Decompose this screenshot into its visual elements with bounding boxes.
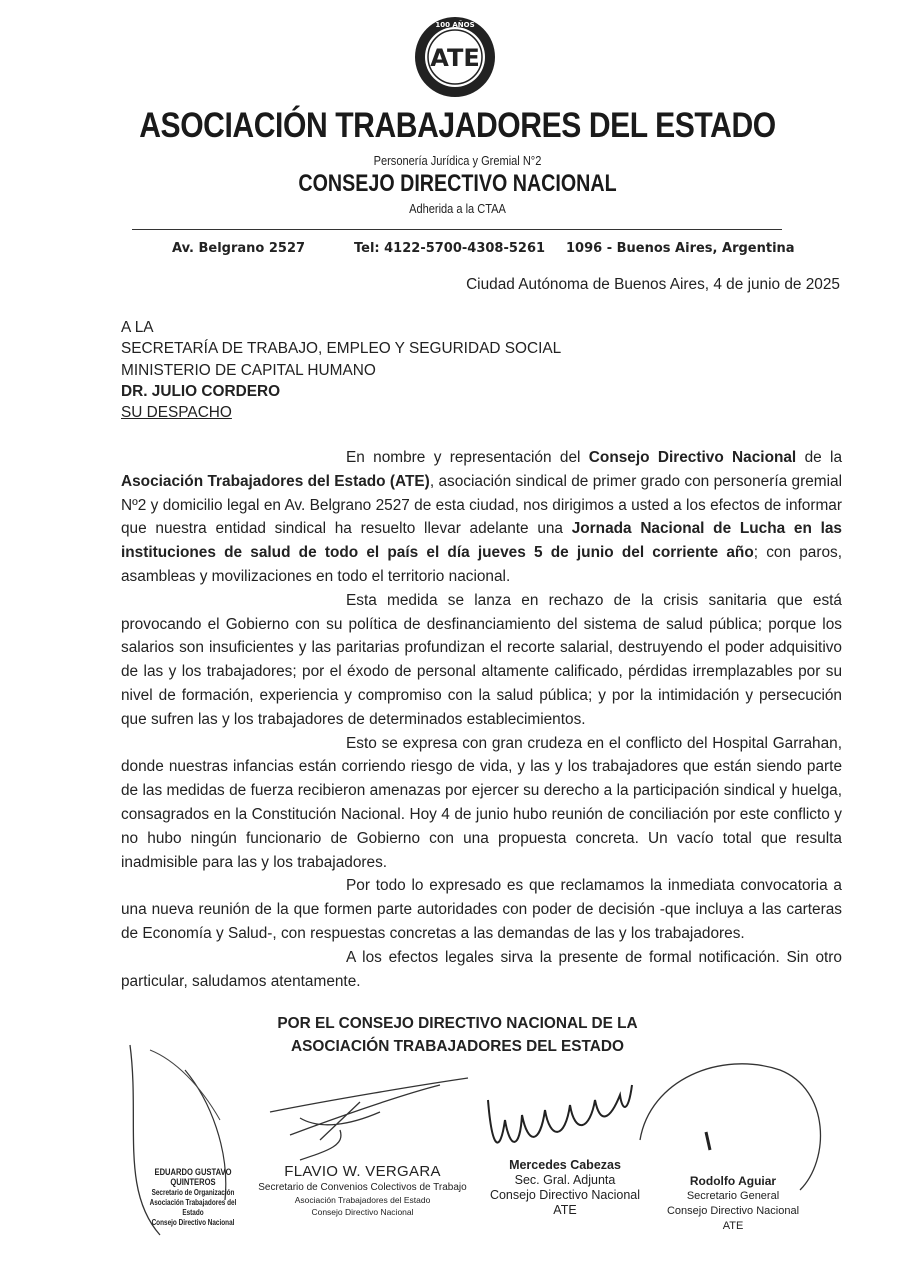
- paragraph: Por todo lo expresado es que reclamamos la inmediata convocatoria a una nueva reunión de la que formen parte autoridades con poder de decisión -que incluya a las carteras de Economía y Salud-, con respuestas concretas a las demandas de las y los trabajadores.: [121, 877, 842, 942]
- signature-cabezas: [480, 1158, 650, 1218]
- closing-line: POR EL CONSEJO DIRECTIVO NACIONAL DE LA: [277, 1015, 638, 1032]
- signer-role: Secretario General: [686, 1190, 780, 1202]
- closing-line: ASOCIACIÓN TRABAJADORES DEL ESTADO: [291, 1038, 624, 1055]
- closing-block: [0, 1012, 915, 1058]
- council-name: CONSEJO DIRECTIVO NACIONAL: [298, 170, 617, 197]
- date-line: Ciudad Autónoma de Buenos Aires, 4 de junio de 2025: [466, 276, 840, 293]
- recipient-name: DR. JULIO CORDERO: [121, 382, 281, 400]
- signer-body: Consejo Directivo Nacional: [151, 1218, 235, 1227]
- recipient-line: MINISTERIO DE CAPITAL HUMANO: [121, 361, 376, 379]
- signature-vergara: [250, 1163, 475, 1217]
- recipient-line: A LA: [121, 319, 154, 336]
- signer-body: Consejo Directivo Nacional: [311, 1207, 414, 1217]
- paragraph: En nombre y representación del Consejo Directivo Nacional de la Asociación Trabajadores del Estado (ATE), asociación sindical de primer grado con personería gremial Nº2 y domicilio legal en Av. Belgrano 2527 de esta ciudad, nos dirigimos a usted a los efectos de informar que nuestra entidad sindical ha resuelto llevar adelante una Jornada Nacional de Lucha en las instituciones de salud de todo el país el día jueves 5 de junio del corriente año; con paros, asambleas y movilizaciones en todo el territorio nacional.: [121, 449, 843, 585]
- recipient-line: SU DESPACHO: [121, 404, 232, 422]
- contact-address: Av. Belgrano 2527: [172, 241, 306, 256]
- recipient-line: SECRETARÍA DE TRABAJO, EMPLEO Y SEGURIDAD SOCIAL: [121, 340, 562, 358]
- svg-text:ATE: ATE: [430, 44, 480, 72]
- letter-body: [121, 446, 842, 993]
- signer-name: FLAVIO W. VERGARA: [284, 1163, 441, 1180]
- affiliation: Adherida a la CTAA: [409, 201, 506, 216]
- signer-role: Secretario de Organización: [151, 1188, 235, 1197]
- ate-logo: [414, 16, 496, 98]
- signer-org: Asociación Trabajadores del Estado: [149, 1198, 237, 1217]
- svg-text:100 AÑOS: 100 AÑOS: [435, 21, 475, 29]
- signer-org: ATE: [553, 1203, 577, 1217]
- signature-quinteros: [128, 1168, 258, 1228]
- signer-org: ATE: [722, 1220, 744, 1232]
- letterhead-divider: [132, 229, 782, 230]
- signer-name: Mercedes Cabezas: [509, 1158, 621, 1172]
- signer-name: EDUARDO GUSTAVO QUINTEROS: [154, 1167, 232, 1188]
- signer-body: Consejo Directivo Nacional: [666, 1205, 800, 1217]
- signer-role: Sec. Gral. Adjunta: [514, 1173, 616, 1187]
- legal-status: Personería Jurídica y Gremial N°2: [373, 153, 542, 168]
- recipient-block: [121, 317, 561, 423]
- contact-phone: Tel: 4122-5700-4308-5261: [354, 241, 546, 256]
- signer-body: Consejo Directivo Nacional: [489, 1188, 641, 1202]
- contact-city: 1096 - Buenos Aires, Argentina: [566, 241, 795, 256]
- signer-role: Secretario de Convenios Colectivos de Trabajo: [258, 1182, 467, 1193]
- paragraph: A los efectos legales sirva la presente de formal notificación. Sin otro particular, saludamos atentamente.: [121, 948, 842, 990]
- org-name: ASOCIACIÓN TRABAJADORES DEL ESTADO: [139, 106, 776, 145]
- signer-org: Asociación Trabajadores del Estado: [294, 1195, 431, 1205]
- signer-name: Rodolfo Aguiar: [689, 1174, 777, 1188]
- signature-aguiar: [658, 1174, 808, 1234]
- paragraph: Esta medida se lanza en rechazo de la crisis sanitaria que está provocando el Gobierno con su política de desfinanciamiento del sistema de salud pública; porque los salarios son insuficientes y las paritarias profundizan el recorte salarial, destruyendo el poder adquisitivo de las y los trabajadores; por el éxodo de personal altamente calificado, pérdidas irremplazables por su nivel de formación, experiencia y compromiso con la salud pública; y por la intimidación y persecución que sufren las y los trabajadores de determinados establecimientos.: [121, 591, 842, 728]
- paragraph: Esto se expresa con gran crudeza en el conflicto del Hospital Garrahan, donde nuestras infancias están corriendo riesgo de vida, y las y los trabajadores que están siendo parte de las medidas de fuerza recibieron amenazas por ejercer su derecho a la participación sindical y huelga, consagrados en la Constitución Nacional. Hoy 4 de junio hubo reunión de conciliación por este conflicto y no hubo ningún funcionario de Gobierno con una propuesta concreta. Un vacío total que resulta inadmisible para las y los trabajadores.: [121, 734, 842, 871]
